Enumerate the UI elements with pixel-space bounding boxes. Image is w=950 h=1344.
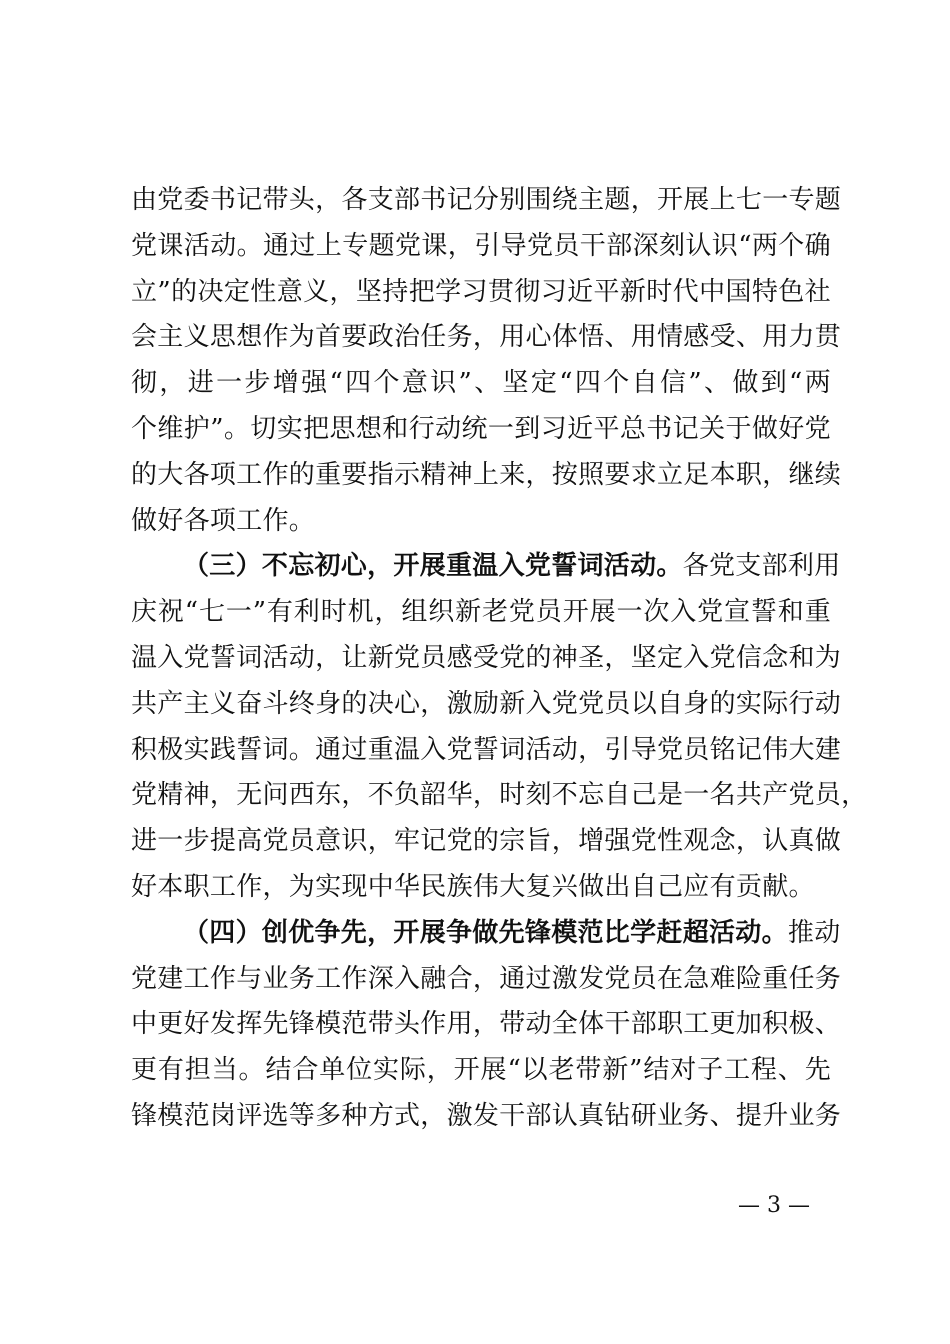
section-heading: （三）不忘初心，开展重温入党誓词活动。 (183, 551, 683, 582)
text-line: 温入党誓词活动，让新党员感受党的神圣，坚定入党信念和为 (131, 642, 842, 673)
text-line: 做好各项工作。 (131, 505, 316, 536)
text-line: 进一步提高党员意识，牢记党的宗旨，增强党性观念，认真做 (131, 826, 842, 857)
text-line: 好本职工作，为实现中华民族伟大复兴做出自己应有贡献。 (131, 871, 815, 902)
paragraph-first-line (131, 911, 841, 957)
text-line: 庆祝“七一”有利时机，组织新老党员开展一次入党宣誓和重 (131, 597, 831, 628)
text-line: 中更好发挥先锋模范带头作用，带动全体干部职工更加积极、 (131, 1009, 842, 1040)
paragraph-party-lecture (131, 178, 842, 544)
text-line: 由党委书记带头，各支部书记分别围绕主题，开展上七一专题 (131, 185, 842, 215)
text-line: 党课活动。通过上专题党课，引导党员干部深刻认识“两个确 (131, 230, 831, 261)
text-line: 锋模范岗评选等多种方式，激发干部认真钻研业务、提升业务 (131, 1100, 842, 1131)
heading-continuation: 推动 (787, 917, 841, 948)
section-heading: （四）创优争先，开展争做先锋模范比学赶超活动。 (183, 917, 788, 948)
text-line: 会主义思想作为首要政治任务，用心体悟、用情感受、用力贯 (131, 322, 842, 353)
text-line: 积极实践誓词。通过重温入党誓词活动，引导党员铭记伟大建 (131, 734, 842, 765)
paragraph-first-line (131, 544, 841, 590)
text-line: 的大各项工作的重要指示精神上来，按照要求立足本职，继续 (131, 459, 842, 490)
text-line: 彻，进一步增强“四个意识”、坚定“四个自信”、做到“两 (131, 368, 831, 399)
paragraph-pioneer-activity (131, 911, 842, 1140)
text-line: 个维护”。切实把思想和行动统一到习近平总书记关于做好党 (131, 413, 831, 444)
page-number: — 3 — (738, 1193, 810, 1218)
text-line: 党建工作与业务工作深入融合，通过激发党员在急难险重任务 (131, 963, 842, 994)
body-text (131, 178, 868, 1140)
text-line: 共产主义奋斗终身的决心，激励新入党党员以自身的实际行动 (131, 688, 842, 719)
paragraph-oath-review (131, 544, 868, 910)
text-line: 党精神，无问西东，不负韶华，时刻不忘自己是一名共产党员， (131, 780, 868, 811)
heading-continuation: 各党支部利用 (682, 551, 841, 582)
text-line: 更有担当。结合单位实际，开展“以老带新”结对子工程、先 (131, 1055, 831, 1086)
text-line: 立”的决定性意义，坚持把学习贯彻习近平新时代中国特色社 (131, 276, 831, 307)
